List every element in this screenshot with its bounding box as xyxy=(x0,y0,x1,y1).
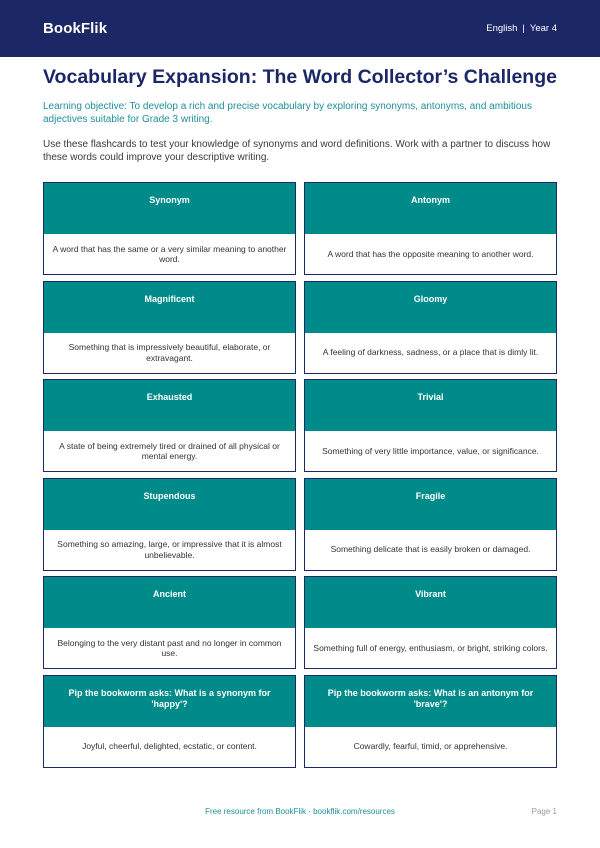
flashcard[interactable] xyxy=(304,379,557,472)
flashcard-row xyxy=(43,675,557,768)
year-label: Year 4 xyxy=(529,23,557,34)
flashcard-definition: Something of very little importance, value, or significance. xyxy=(305,431,556,471)
flashcard[interactable] xyxy=(304,281,557,374)
flashcard-term: Ancient xyxy=(44,577,295,628)
brand-logo[interactable]: BookFlik xyxy=(43,20,108,37)
flashcard-question: Pip the bookworm asks: What is an antonym for 'brave'? xyxy=(305,676,556,727)
flashcard-term: Synonym xyxy=(44,183,295,234)
learning-objective: Learning objective: To develop a rich and precise vocabulary by exploring synonyms, antonyms, and ambitious adjectives suitable for Grade 3 writing. xyxy=(43,101,532,125)
flashcard-term: Trivial xyxy=(305,380,556,431)
flashcard-row xyxy=(43,478,557,571)
flashcard[interactable] xyxy=(43,379,296,472)
flashcard-definition: Belonging to the very distant past and no longer in common use. xyxy=(44,628,295,668)
flashcard-definition: A state of being extremely tired or drained of all physical or mental energy. xyxy=(44,431,295,471)
flashcard-row xyxy=(43,576,557,669)
flashcard[interactable] xyxy=(43,576,296,669)
flashcard-definition: A word that has the same or a very similar meaning to another word. xyxy=(44,234,295,274)
flashcard[interactable] xyxy=(304,576,557,669)
flashcard[interactable] xyxy=(43,182,296,275)
intro-text: Use these flashcards to test your knowledge of synonyms and word definitions. Work with a partner to discuss how these words could improve your descriptive writing. xyxy=(43,139,551,163)
flashcard-row xyxy=(43,379,557,472)
flashcard[interactable] xyxy=(304,182,557,275)
flashcard[interactable] xyxy=(43,478,296,571)
page-footer xyxy=(0,807,600,821)
flashcard-grid xyxy=(43,182,557,773)
page-title: Vocabulary Expansion: The Word Collector’s Challenge xyxy=(43,66,557,88)
flashcard-definition: Something delicate that is easily broken or damaged. xyxy=(305,530,556,570)
flashcard[interactable] xyxy=(304,675,557,768)
flashcard-row xyxy=(43,182,557,275)
page-number: Page 1 xyxy=(531,807,557,816)
flashcard[interactable] xyxy=(43,281,296,374)
subject-label: English xyxy=(486,23,518,34)
flashcard-definition: Something so amazing, large, or impressive that it is almost unbelievable. xyxy=(44,530,295,570)
header-meta xyxy=(486,23,557,34)
flashcard-row xyxy=(43,281,557,374)
flashcard-answer: Joyful, cheerful, delighted, ecstatic, or content. xyxy=(44,727,295,767)
flashcard-term: Stupendous xyxy=(44,479,295,530)
flashcard-term: Fragile xyxy=(305,479,556,530)
footer-credit-link[interactable]: Free resource from BookFlik · bookflik.com/resources xyxy=(205,807,395,816)
flashcard-definition: Something that is impressively beautiful, elaborate, or extravagant. xyxy=(44,333,295,373)
flashcard-term: Magnificent xyxy=(44,282,295,333)
flashcard-definition: A feeling of darkness, sadness, or a place that is dimly lit. xyxy=(305,333,556,373)
flashcard-term: Antonym xyxy=(305,183,556,234)
flashcard-answer: Cowardly, fearful, timid, or apprehensive. xyxy=(305,727,556,767)
flashcard[interactable] xyxy=(43,675,296,768)
site-header xyxy=(0,0,600,57)
flashcard[interactable] xyxy=(304,478,557,571)
flashcard-term: Exhausted xyxy=(44,380,295,431)
flashcard-term: Vibrant xyxy=(305,577,556,628)
flashcard-term: Gloomy xyxy=(305,282,556,333)
flashcard-definition: A word that has the opposite meaning to another word. xyxy=(305,234,556,274)
flashcard-definition: Something full of energy, enthusiasm, or bright, striking colors. xyxy=(305,628,556,668)
flashcard-question: Pip the bookworm asks: What is a synonym for 'happy'? xyxy=(44,676,295,727)
meta-separator: | xyxy=(522,23,525,34)
